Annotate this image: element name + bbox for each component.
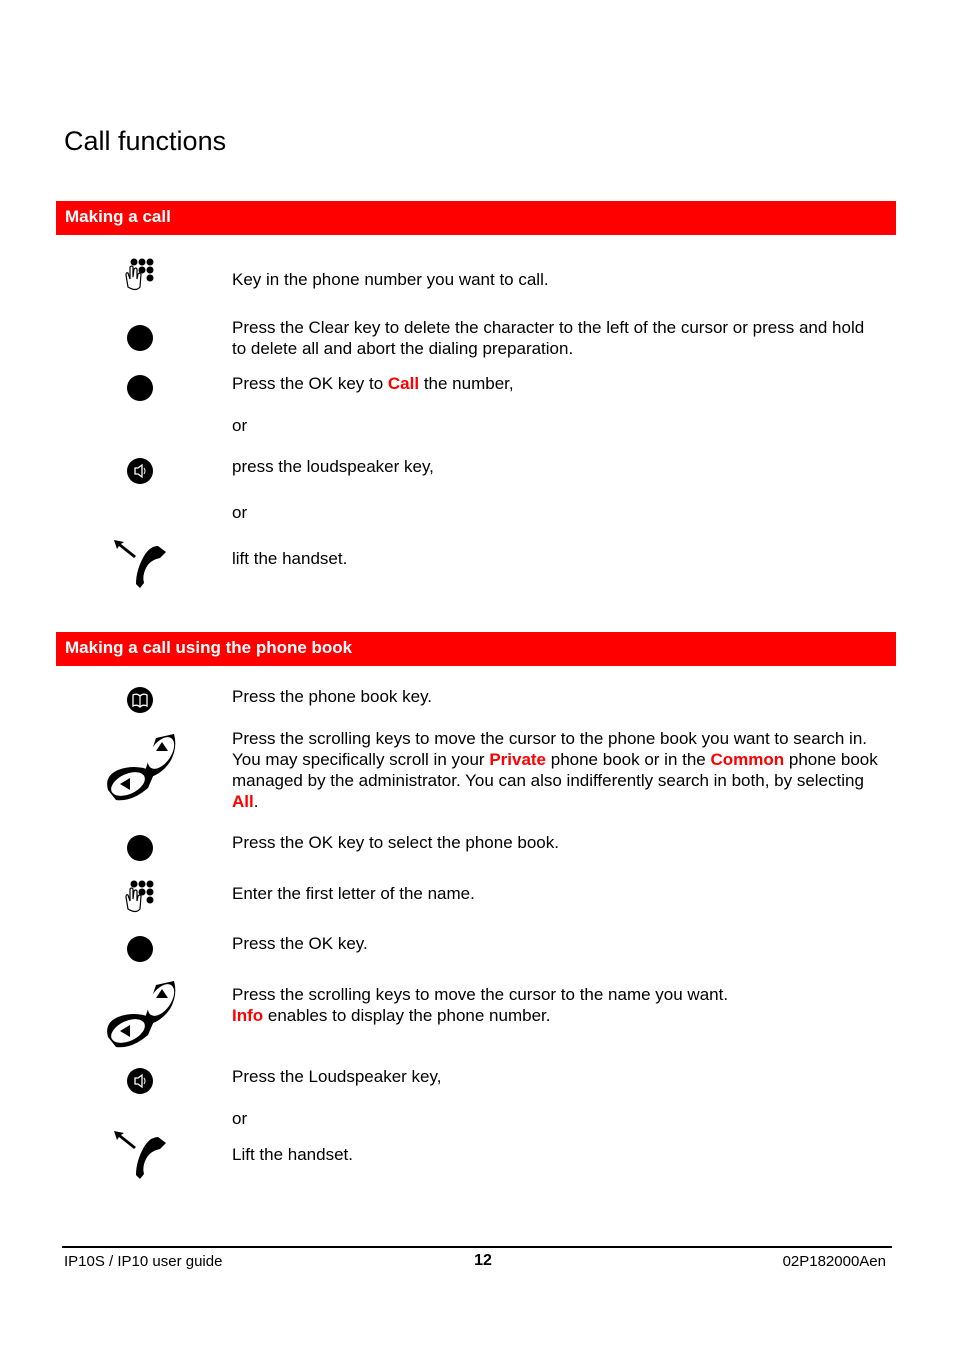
lift-handset-icon	[110, 536, 172, 592]
ok-key-icon	[127, 375, 153, 401]
section-header-label: Making a call using the phone book	[65, 638, 353, 657]
lift-handset-icon	[110, 1127, 172, 1183]
scroll-keys-icon	[104, 975, 178, 1049]
softkey-info: Info	[232, 1006, 264, 1025]
step-text: Press the OK key to select the phone book.	[232, 833, 559, 852]
or-text: or	[232, 1109, 248, 1128]
footer-document-title: IP10S / IP10 user guide	[64, 1253, 223, 1270]
loudspeaker-key-icon	[127, 458, 153, 484]
section-header-making-a-call	[56, 201, 896, 235]
section-header-phone-book	[56, 632, 896, 666]
keypad-icon	[124, 257, 156, 293]
phone-book-key-icon	[127, 687, 153, 713]
ok-key-icon	[127, 936, 153, 962]
footer-divider	[62, 1246, 892, 1248]
step-text: Press the scrolling keys to move the cursor to the phone book you want to search in. You may specifically scroll in your Private phone book or in the Common phone book managed by the administrator. You can also indifferently search in both, by selecting All.	[232, 729, 878, 811]
step-text: Press the phone book key.	[232, 687, 433, 706]
step-text: Key in the phone number you want to call.	[232, 270, 549, 289]
step-text: Enter the first letter of the name.	[232, 884, 475, 903]
clear-key-icon	[127, 325, 153, 351]
softkey-call: Call	[387, 374, 420, 393]
loudspeaker-key-icon	[127, 1068, 153, 1094]
footer-document-code: 02P182000Aen	[782, 1253, 886, 1270]
page-number: 12	[474, 1252, 492, 1269]
softkey-all: All	[232, 792, 254, 811]
step-text: Press the Loudspeaker key,	[232, 1067, 442, 1086]
scroll-keys-icon	[104, 728, 178, 802]
or-text: or	[232, 416, 248, 435]
softkey-private: Private	[489, 750, 547, 769]
step-text: Press the OK key.	[232, 934, 368, 953]
page-title: Call functions	[64, 126, 227, 156]
step-text: Lift the handset.	[232, 1145, 353, 1164]
step-text: Press the OK key to Call the number,	[232, 374, 514, 393]
step-text: Press the Clear key to delete the character to the left of the cursor or press and hold to delete all and abort the dialing preparation.	[232, 318, 865, 358]
ok-key-icon	[127, 835, 153, 861]
step-text: Press the scrolling keys to move the cursor to the name you want. Info enables to display the phone number.	[232, 985, 729, 1025]
section-header-label: Making a call	[65, 207, 171, 226]
step-text: lift the handset.	[232, 549, 348, 568]
step-text: press the loudspeaker key,	[232, 457, 434, 476]
or-text: or	[232, 503, 248, 522]
keypad-icon	[124, 879, 156, 915]
softkey-common: Common	[710, 750, 785, 769]
